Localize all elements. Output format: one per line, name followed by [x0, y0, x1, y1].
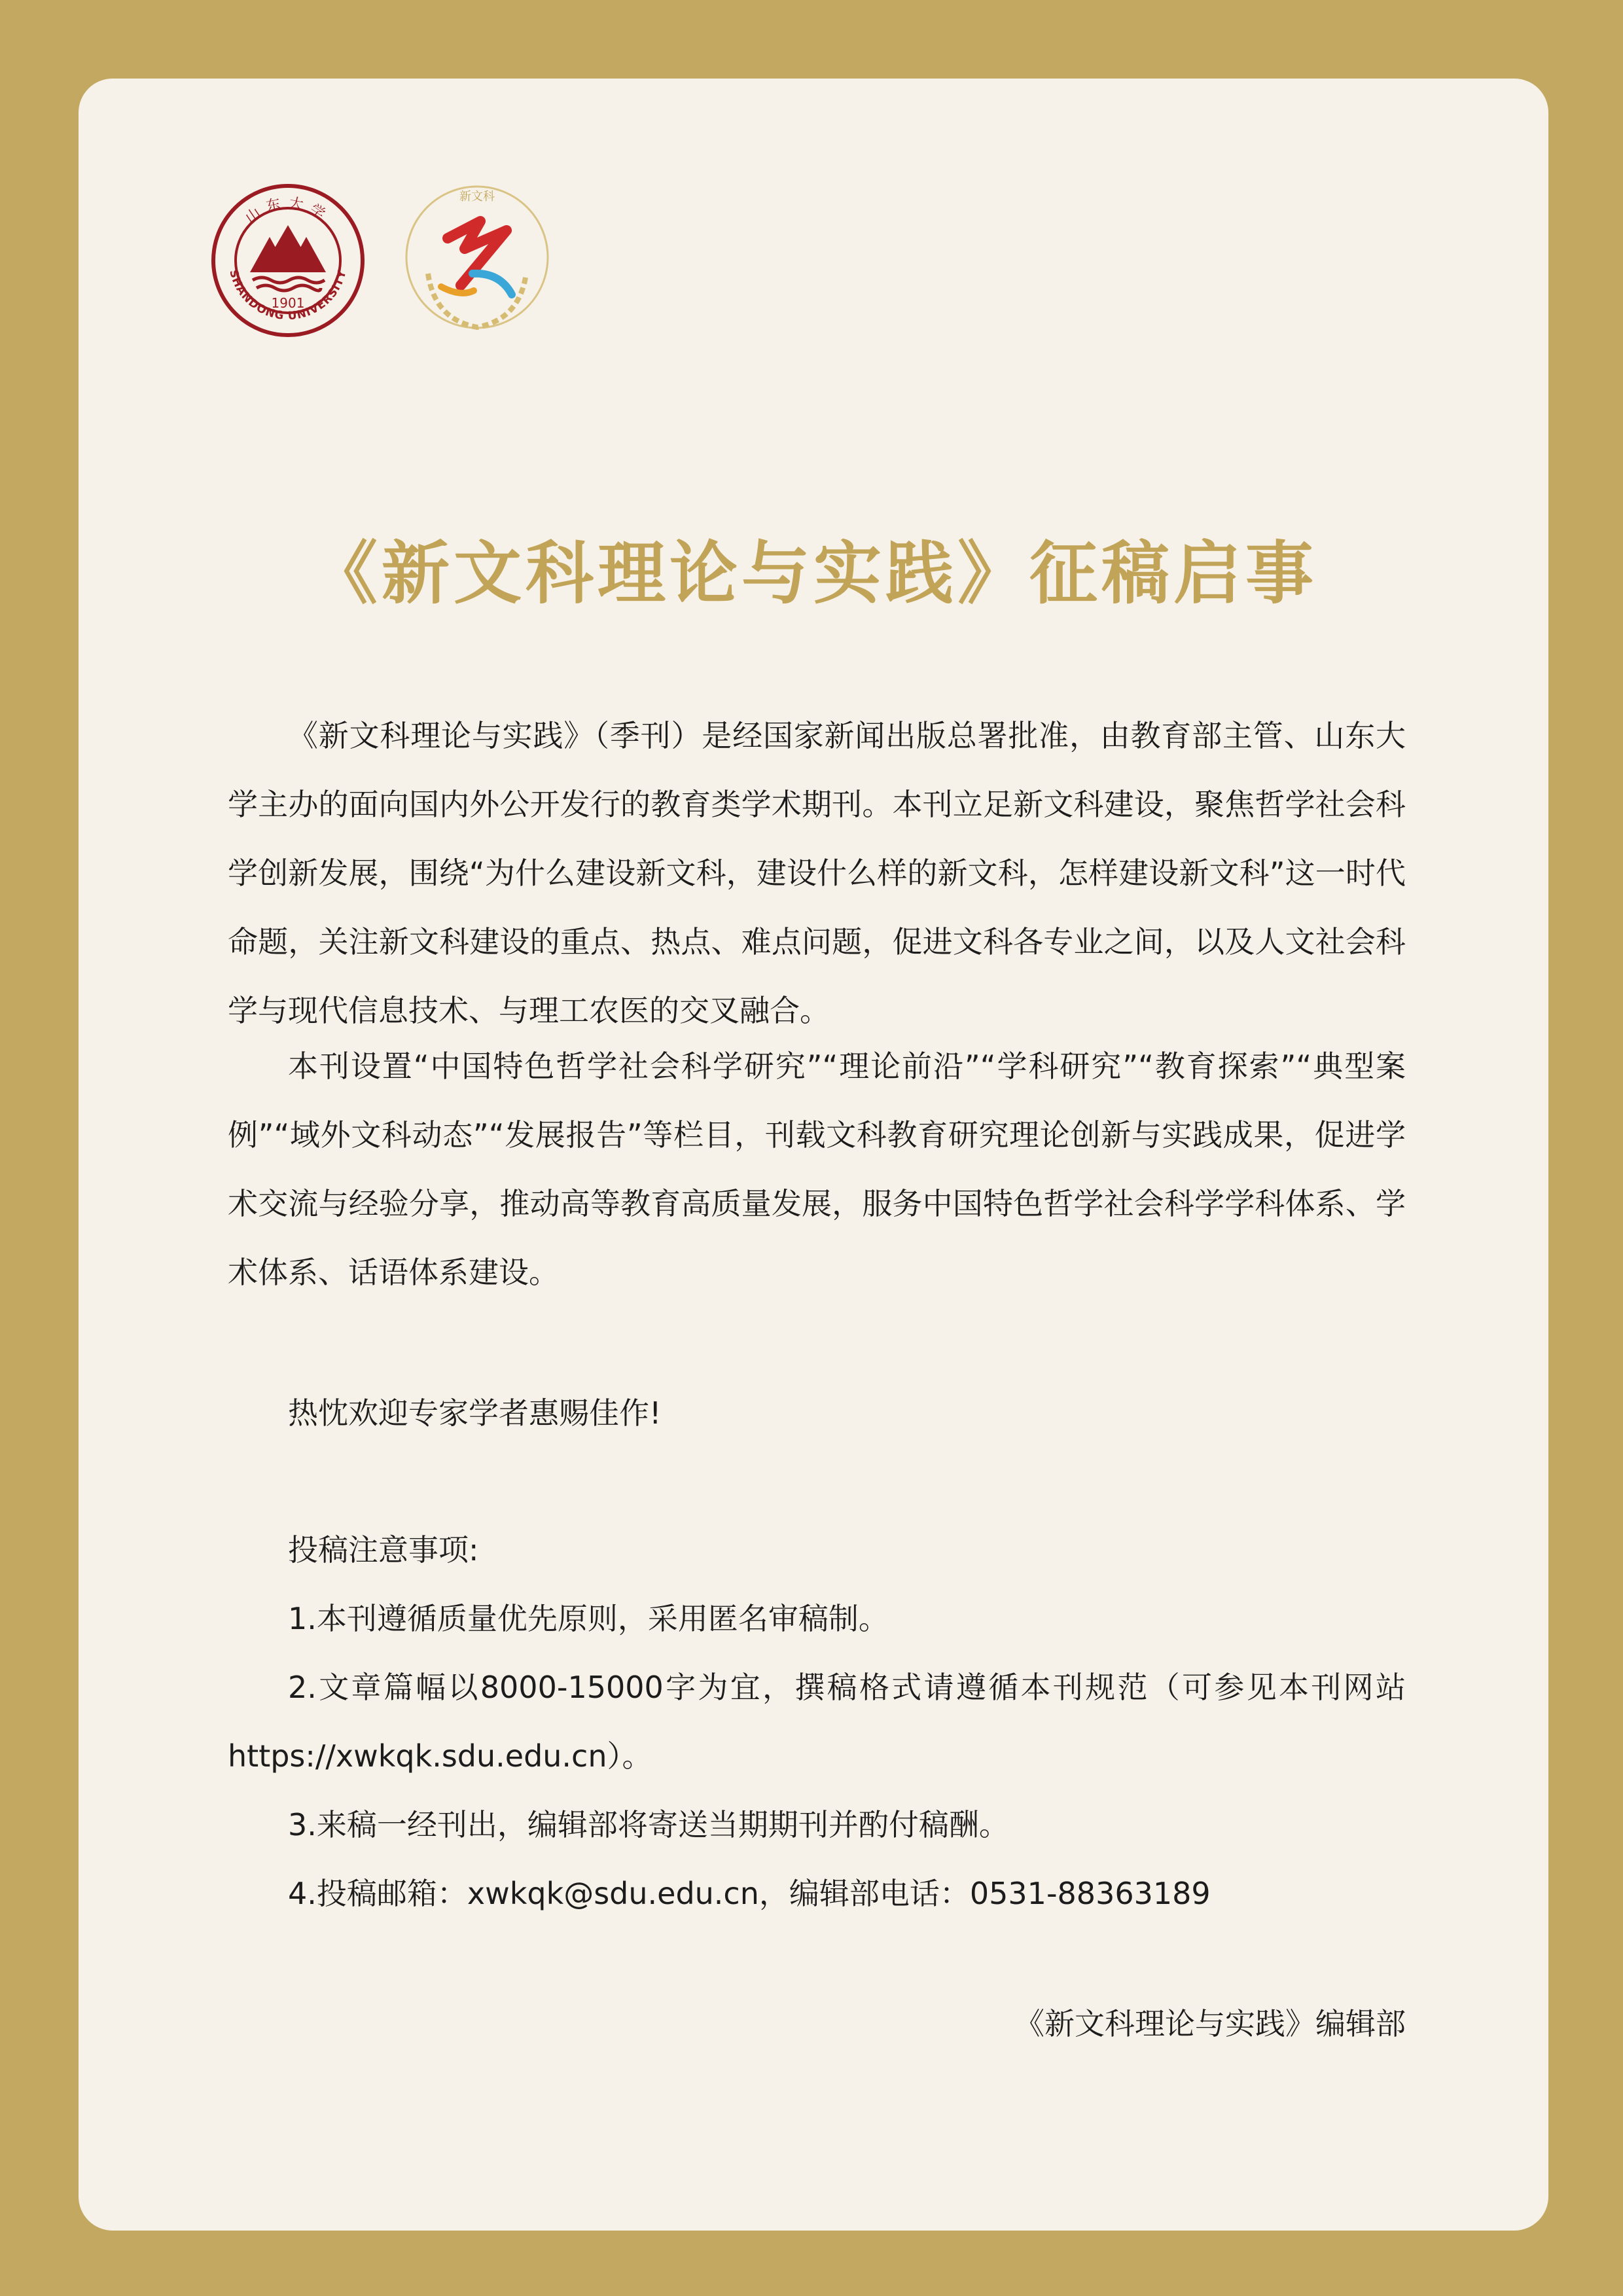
- columns-paragraph: 本刊设置“中国特色哲学社会科学研究”“理论前沿”“学科研究”“教育探索”“典型案例”“域外文科动态”“发展报告”等栏目，刊载文科教育研究理论创新与实践成果，促进学术交流与经验分享，推动高等教育高质量发展，服务中国特色哲学社会科学学科体系、学术体系、话语体系建设。: [228, 1049, 1406, 1290]
- shandong-university-logo: [209, 182, 366, 339]
- note-item: 1.本刊遵循质量优先原则，采用匿名审稿制。: [288, 1601, 889, 1636]
- editorial-signature: 《新文科理论与实践》编辑部: [1014, 2006, 1406, 2041]
- notice-page: [79, 79, 1548, 2231]
- note-item: 2.文章篇幅以8000-15000字为宜，撰稿格式请遵循本刊规范（可参见本刊网站https://xwkqk.sdu.edu.cn）。: [228, 1670, 1406, 1774]
- intro-paragraph: 《新文科理论与实践》（季刊）是经国家新闻出版总署批准，由教育部主管、山东大学主办的面向国内外公开发行的教育类学术期刊。本刊立足新文科建设，聚焦哲学社会科学创新发展，围绕“为什么建设新文科，建设什么样的新文科，怎样建设新文科”这一时代命题，关注新文科建设的重点、热点、难点问题，促进文科各专业之间，以及人文社会科学与现代信息技术、与理工农医的交叉融合。: [228, 718, 1406, 1028]
- note-item: 3.来稿一经刊出，编辑部将寄送当期期刊并酌付稿酬。: [288, 1807, 1009, 1842]
- xwk-top-text: 新文科: [459, 190, 495, 204]
- new-liberal-arts-logo: [402, 175, 552, 346]
- svg-text:山东大学: [243, 195, 333, 226]
- sdu-top-text: 山东大学: [242, 194, 334, 227]
- notes-heading: 投稿注意事项:: [288, 1532, 479, 1568]
- welcome-text: 热忱欢迎专家学者惠赐佳作!: [288, 1395, 662, 1431]
- note-item: 4.投稿邮箱：xwkqk@sdu.edu.cn，编辑部电话：0531-88363189: [288, 1876, 1211, 1911]
- page-title: 《新文科理论与实践》征稿启事: [309, 533, 1317, 613]
- sdu-ring-text: SHANDONG UNIVERSITY: [226, 268, 349, 323]
- sdu-year: 1901: [271, 295, 305, 311]
